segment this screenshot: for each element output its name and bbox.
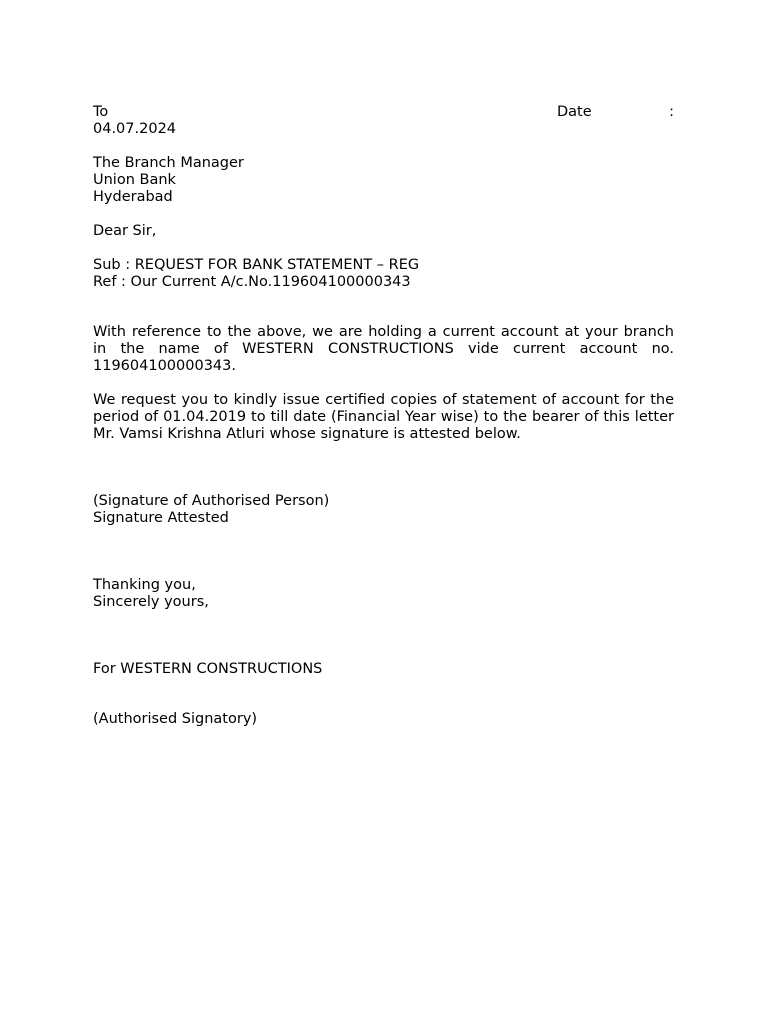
- reference-line: Ref : Our Current A/c.No.119604100000343: [93, 274, 411, 290]
- subject-line: Sub : REQUEST FOR BANK STATEMENT – REG: [93, 257, 420, 273]
- body-paragraph-1: With reference to the above, we are holding a current account at your branch in the name of WESTERN CONSTRUCTIONS vide current account no. 119604100000343.: [93, 324, 674, 374]
- thanking-you: Thanking you,: [93, 577, 196, 593]
- signature-of-authorised-person: (Signature of Authorised Person): [93, 493, 330, 509]
- letter-body: [93, 104, 674, 728]
- recipient-title: The Branch Manager: [93, 155, 244, 171]
- sincerely-yours: Sincerely yours,: [93, 594, 209, 610]
- date-value: 04.07.2024: [93, 121, 177, 137]
- letter-header: [93, 104, 674, 121]
- authorised-signatory: (Authorised Signatory): [93, 711, 258, 727]
- to-label: To: [93, 104, 109, 120]
- recipient-address: [93, 155, 674, 206]
- salutation: Dear Sir,: [93, 223, 157, 239]
- for-company: For WESTERN CONSTRUCTIONS: [93, 661, 323, 677]
- date-label: Date: [557, 104, 592, 120]
- body-paragraph-2: We request you to kindly issue certified copies of statement of account for the period of 01.04.2019 to till date (Financial Year wise) to the bearer of this letter Mr. Vamsi Krishna Atluri whose signature is attested below.: [93, 392, 674, 442]
- signature-attested: Signature Attested: [93, 510, 229, 526]
- recipient-bank: Union Bank: [93, 172, 176, 188]
- recipient-city: Hyderabad: [93, 189, 173, 205]
- date-colon: :: [669, 104, 674, 120]
